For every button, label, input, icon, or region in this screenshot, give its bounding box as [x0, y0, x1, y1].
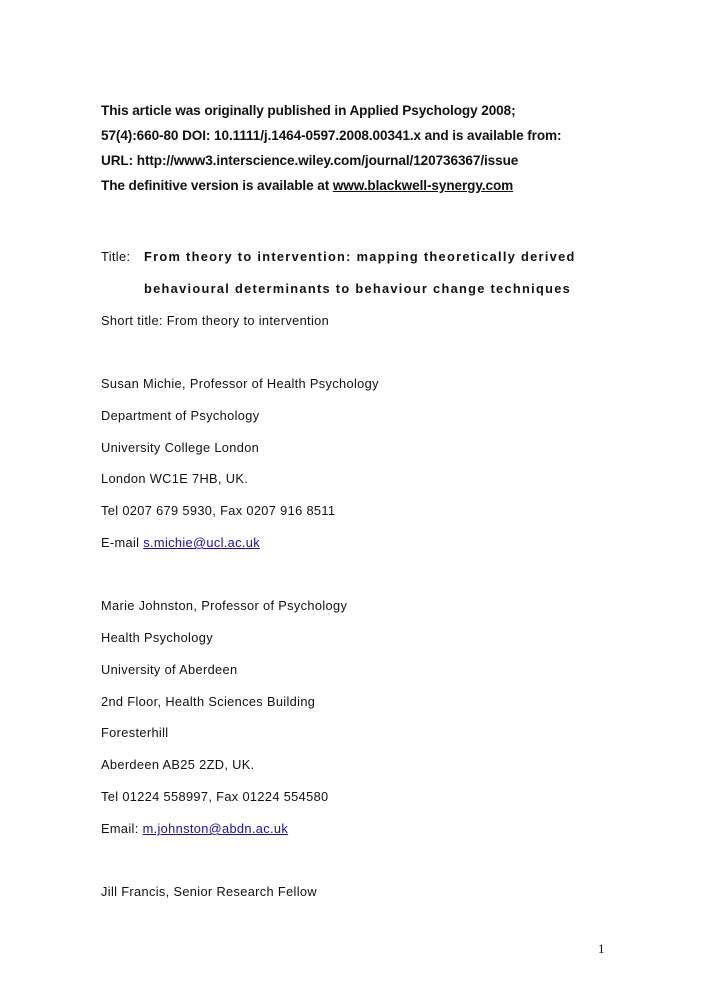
notice-line-1: This article was originally published in Applied Psychology 2008; [101, 103, 516, 118]
publication-notice [101, 98, 661, 198]
notice-line-4 [101, 173, 661, 198]
article-title-part-2: behavioural determinants to behaviour change techniques [144, 281, 572, 296]
author2-email-link[interactable]: m.johnston@abdn.ac.uk [142, 821, 289, 836]
title-line-1 [101, 249, 576, 264]
notice-line-3: URL: http://www3.interscience.wiley.com/journal/120736367/issue [101, 153, 519, 168]
author1-email-line [101, 535, 260, 550]
author2-city: Aberdeen AB25 2ZD, UK. [101, 757, 255, 772]
notice-line-2: 57(4):660-80 DOI: 10.1111/j.1464-0597.2008.00341.x and is available from: [101, 128, 562, 143]
short-title: Short title: From theory to intervention [101, 313, 330, 328]
author2-name: Marie Johnston, Professor of Psychology [101, 598, 348, 613]
author2-institution: University of Aberdeen [101, 662, 238, 677]
author1-city: London WC1E 7HB, UK. [101, 471, 249, 486]
notice-line-4-prefix: The definitive version is available at [101, 178, 333, 193]
author2-email-line [101, 821, 288, 836]
author1-department: Department of Psychology [101, 408, 260, 423]
author1-name: Susan Michie, Professor of Health Psychology [101, 376, 379, 391]
title-label: Title: [101, 249, 131, 264]
author1-phone: Tel 0207 679 5930, Fax 0207 916 8511 [101, 503, 336, 518]
blackwell-synergy-link[interactable]: www.blackwell-synergy.com [332, 178, 514, 193]
page-number: 1 [598, 941, 605, 956]
author2-email-label: Email: [101, 821, 139, 836]
author1-email-label: E-mail [101, 535, 140, 550]
author2-building: 2nd Floor, Health Sciences Building [101, 694, 316, 709]
author2-phone: Tel 01224 558997, Fax 01224 554580 [101, 789, 329, 804]
author1-email-link[interactable]: s.michie@ucl.ac.uk [143, 535, 261, 550]
author3-name: Jill Francis, Senior Research Fellow [101, 884, 317, 899]
author2-department: Health Psychology [101, 630, 213, 645]
article-title-part-1: From theory to intervention: mapping theoretically derived [144, 249, 576, 264]
author1-institution: University College London [101, 440, 260, 455]
author2-area: Foresterhill [101, 725, 169, 740]
